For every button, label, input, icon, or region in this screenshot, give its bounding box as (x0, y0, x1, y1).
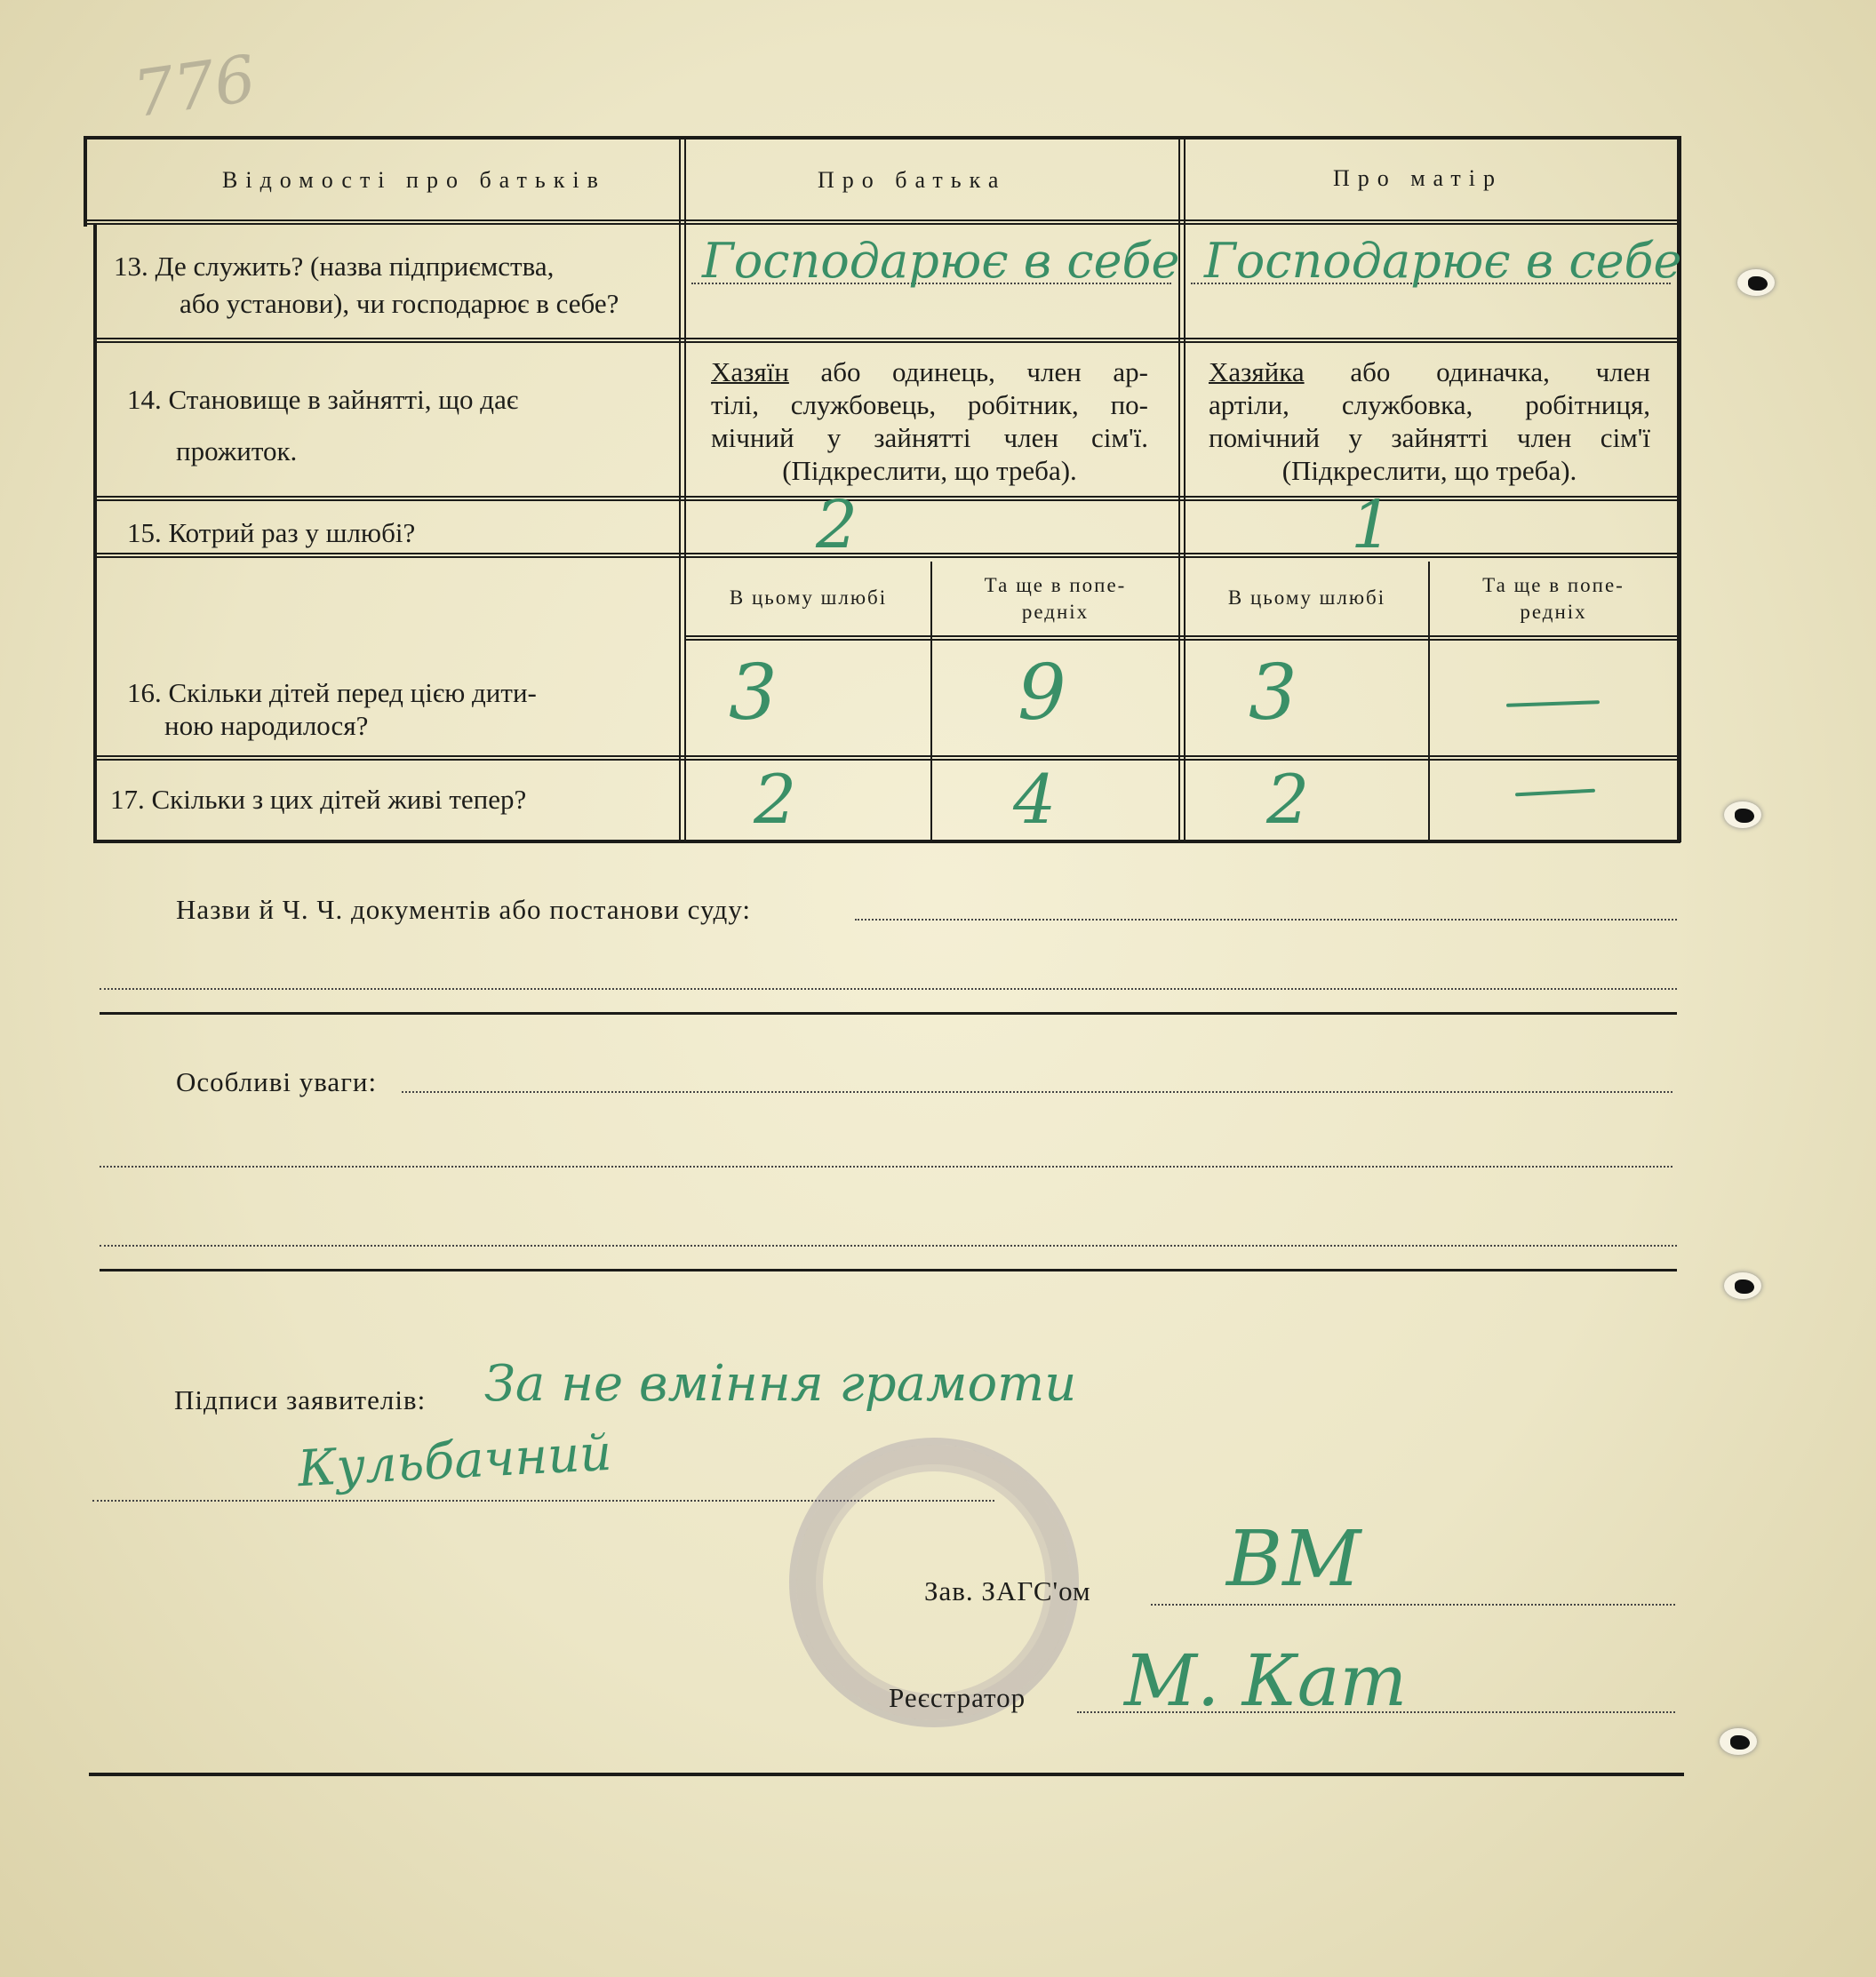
r14-father-line3: мічний у зайнятті член сім'ї. (711, 422, 1148, 453)
notes-dotline-1 (402, 1091, 1672, 1093)
r14-mother-line4: (Підкреслити, що треба). (1281, 455, 1577, 486)
r16-father-prev-header-line2: редніх (1021, 601, 1090, 623)
q15: 15. Котрий раз у шлюбі? (127, 517, 416, 548)
r14-mother-line1-rest: або одиначка, член (1350, 356, 1650, 387)
r13-father-answer: Господарює в себе (702, 233, 1180, 289)
r13-mother-answer: Господарює в себе (1204, 233, 1682, 289)
col-sep-1b (684, 140, 686, 840)
zags-head-signature: ВМ (1226, 1515, 1361, 1604)
r16-father-prev-header-line1: Та ще в попе- (984, 574, 1127, 596)
binding-hole (1737, 269, 1775, 296)
r14-father-line4: (Підкреслити, що треба). (782, 455, 1077, 486)
r16-father-prev: 9 (1018, 649, 1066, 737)
q14-line1: 14. Становище в зайнятті, що дає (127, 384, 519, 415)
r16-mother-prev-header-line1: Та ще в попе- (1482, 574, 1625, 596)
row-sep-16-sub (684, 635, 1677, 641)
q13-line2: або установи), чи господарює в себе? (180, 288, 619, 319)
r16-mother-previous-header (1430, 572, 1677, 626)
col-sep-1a (679, 140, 681, 840)
notes-dotline-2 (100, 1166, 1672, 1168)
r17-mother-this: 2 (1266, 760, 1310, 839)
row-sep-14 (97, 496, 1677, 501)
r16-mother-this: 3 (1249, 649, 1297, 737)
registrar-signature: М. Кат (1124, 1639, 1408, 1722)
zags-dotline (1151, 1604, 1675, 1606)
binding-hole (1724, 801, 1761, 828)
header-about-mother: Про матір (1333, 165, 1504, 191)
r16-mother-this-marriage-header: В цьому шлюбі (1227, 586, 1386, 609)
notes-dotline-3 (100, 1245, 1677, 1247)
r16-father-this-marriage-header: В цьому шлюбі (729, 586, 888, 609)
r14-mother-line2: артіли, службовка, робітниця, (1209, 389, 1650, 420)
r16-father-this: 3 (729, 649, 778, 737)
header-about-father: Про батька (818, 167, 1007, 193)
r17-mother-prev-dash (1515, 789, 1595, 797)
table-border-left-top (84, 136, 87, 227)
q16-line2: ною народилося? (164, 710, 369, 741)
table-border-bottom (93, 840, 1680, 843)
q14-line2: прожиток. (176, 435, 298, 466)
applicant-signature-line2: Кульбачний (296, 1423, 613, 1499)
r14-father-line2: тілі, службовець, робітник, по- (711, 389, 1148, 420)
r16-mother-prev-header-line2: редніх (1520, 601, 1587, 623)
q13-line1: 13. Де служить? (назва підприємства, (114, 251, 555, 282)
header-parents-info: Відомості про батьків (222, 167, 606, 193)
documents-dotline-1 (855, 919, 1677, 921)
signatures-label: Підписи заявителів: (174, 1384, 427, 1415)
binding-hole (1724, 1272, 1761, 1299)
notes-rule (100, 1269, 1677, 1271)
r14-father-line1 (711, 355, 1148, 388)
r16-father-previous-header (932, 572, 1178, 626)
row-sep-16 (97, 755, 1677, 761)
r17-father-this: 2 (754, 760, 797, 839)
r17-father-prev: 4 (1013, 760, 1057, 839)
r15-mother-answer: 1 (1351, 487, 1393, 563)
r16-mother-prev-dash (1506, 700, 1600, 707)
r15-father-answer: 2 (816, 487, 858, 563)
row-sep-15 (97, 553, 1677, 558)
col-sep-2b (1184, 140, 1185, 840)
documents-label: Назви й Ч. Ч. документів або постанови суду: (176, 894, 752, 925)
q16-line1: 16. Скільки дітей перед цією дити- (127, 677, 537, 708)
r14-mother-line1 (1209, 355, 1650, 388)
r14-mother-line3: помічний у зайнятті член сім'ї (1209, 422, 1650, 453)
documents-dotline-2 (100, 988, 1677, 990)
r14-father-selected: Хазяїн (711, 356, 789, 387)
r14-mother-selected: Хазяйка (1209, 356, 1305, 387)
zags-head-label: Зав. ЗАГС'ом (924, 1575, 1091, 1606)
binding-hole (1720, 1728, 1757, 1755)
documents-rule (100, 1012, 1677, 1015)
table-border-left (93, 225, 97, 841)
q17: 17. Скільки з цих дітей живі тепер? (110, 784, 527, 815)
row-sep-13 (97, 338, 1677, 343)
applicant-signature-line1: За не вміння грамоти (484, 1355, 1077, 1413)
r14-father-line1-rest: або одинець, член ар- (820, 356, 1148, 387)
bottom-rule (89, 1773, 1684, 1776)
table-border-top (84, 136, 1680, 140)
registrar-label: Реєстратор (889, 1682, 1026, 1713)
row-sep-header (87, 219, 1677, 225)
notes-label: Особливі уваги: (176, 1066, 378, 1097)
archive-page-number: 776 (128, 40, 260, 132)
